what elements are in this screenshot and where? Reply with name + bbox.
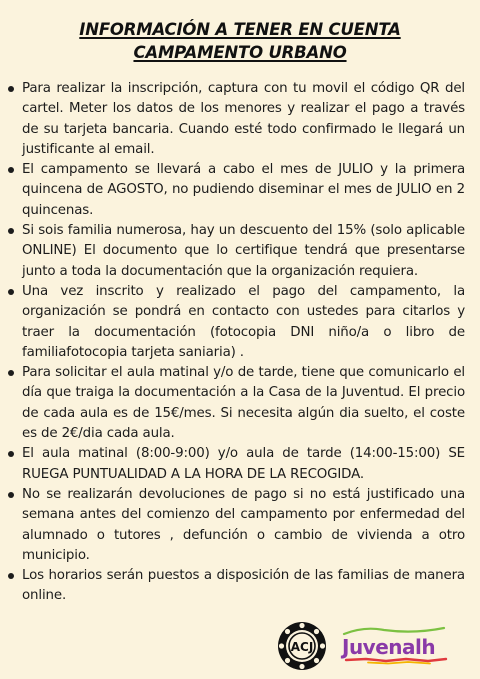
juvenalh-logo-text: Juvenalh — [342, 635, 436, 659]
list-item — [22, 363, 465, 444]
list-item — [22, 221, 465, 282]
list-item — [22, 566, 465, 607]
acj-logo — [276, 620, 328, 672]
bullet-icon — [8, 86, 14, 92]
juvenalh-logo — [338, 626, 450, 666]
bullet-icon — [8, 573, 14, 579]
title-line-1: INFORMACIÓN A TENER EN CUENTA — [79, 20, 401, 39]
list-item — [22, 160, 465, 221]
list-item-text: Para solicitar el aula matinal y/o de tarde, tiene que comunicarlo el día que traiga la documentación a la Casa de la Juventud. El precio de cada aula es de 15€/mes. Si necesita algún dia suelto, el coste es de 2€/dia cada aula. — [22, 365, 465, 442]
list-item — [22, 79, 465, 160]
title-line-2: CAMPAMENTO URBANO — [133, 43, 347, 62]
list-item-text: El aula matinal (8:00-9:00) y/o aula de tarde (14:00-15:00) SE RUEGA PUNTUALIDAD A LA HORA DE LA RECOGIDA. — [22, 446, 465, 482]
bullet-icon — [8, 289, 14, 295]
list-item-text: Si sois familia numerosa, hay un descuento del 15% (solo aplicable ONLINE) El documento que lo certifique tendrá que presentarse junto a toda la documentación que la organización requiera. — [22, 223, 465, 279]
bullet-icon — [8, 370, 14, 376]
list-item — [22, 485, 465, 566]
bullet-icon — [8, 451, 14, 457]
list-item-text: Los horarios serán puestos a disposición de las familias de manera online. — [22, 568, 465, 604]
bullet-icon — [8, 228, 14, 234]
page-title — [0, 18, 480, 64]
footer-logos — [276, 620, 456, 672]
bullet-icon — [8, 492, 14, 498]
list-item-text: El campamento se llevará a cabo el mes de JULIO y la primera quincena de AGOSTO, no pudiendo diseminar el mes de JULIO en 2 quincenas. — [22, 162, 465, 218]
list-item-text: Para realizar la inscripción, captura con tu movil el código QR del cartel. Meter los datos de los menores y realizar el pago a través de su tarjeta bancaria. Cuando esté todo confirmado le llegará un justificante al email. — [22, 81, 465, 157]
list-item — [22, 444, 465, 485]
acj-logo-text: ACJ — [290, 640, 314, 654]
info-list — [0, 79, 480, 607]
bullet-icon — [8, 167, 14, 173]
list-item-text: Una vez inscrito y realizado el pago del campamento, la organización se pondrá en contacto con ustedes para citarlos y traer la documentación (fotocopia DNI niño/a o libro de familiafotocopia tarjeta saniaria) . — [22, 283, 465, 360]
list-item — [22, 282, 465, 363]
list-item-text: No se realizarán devoluciones de pago si no está justificado una semana antes del comienzo del campamento por enfermedad del alumnado o tutores , defunción o cambio de vivienda a otro municipio. — [22, 486, 465, 563]
